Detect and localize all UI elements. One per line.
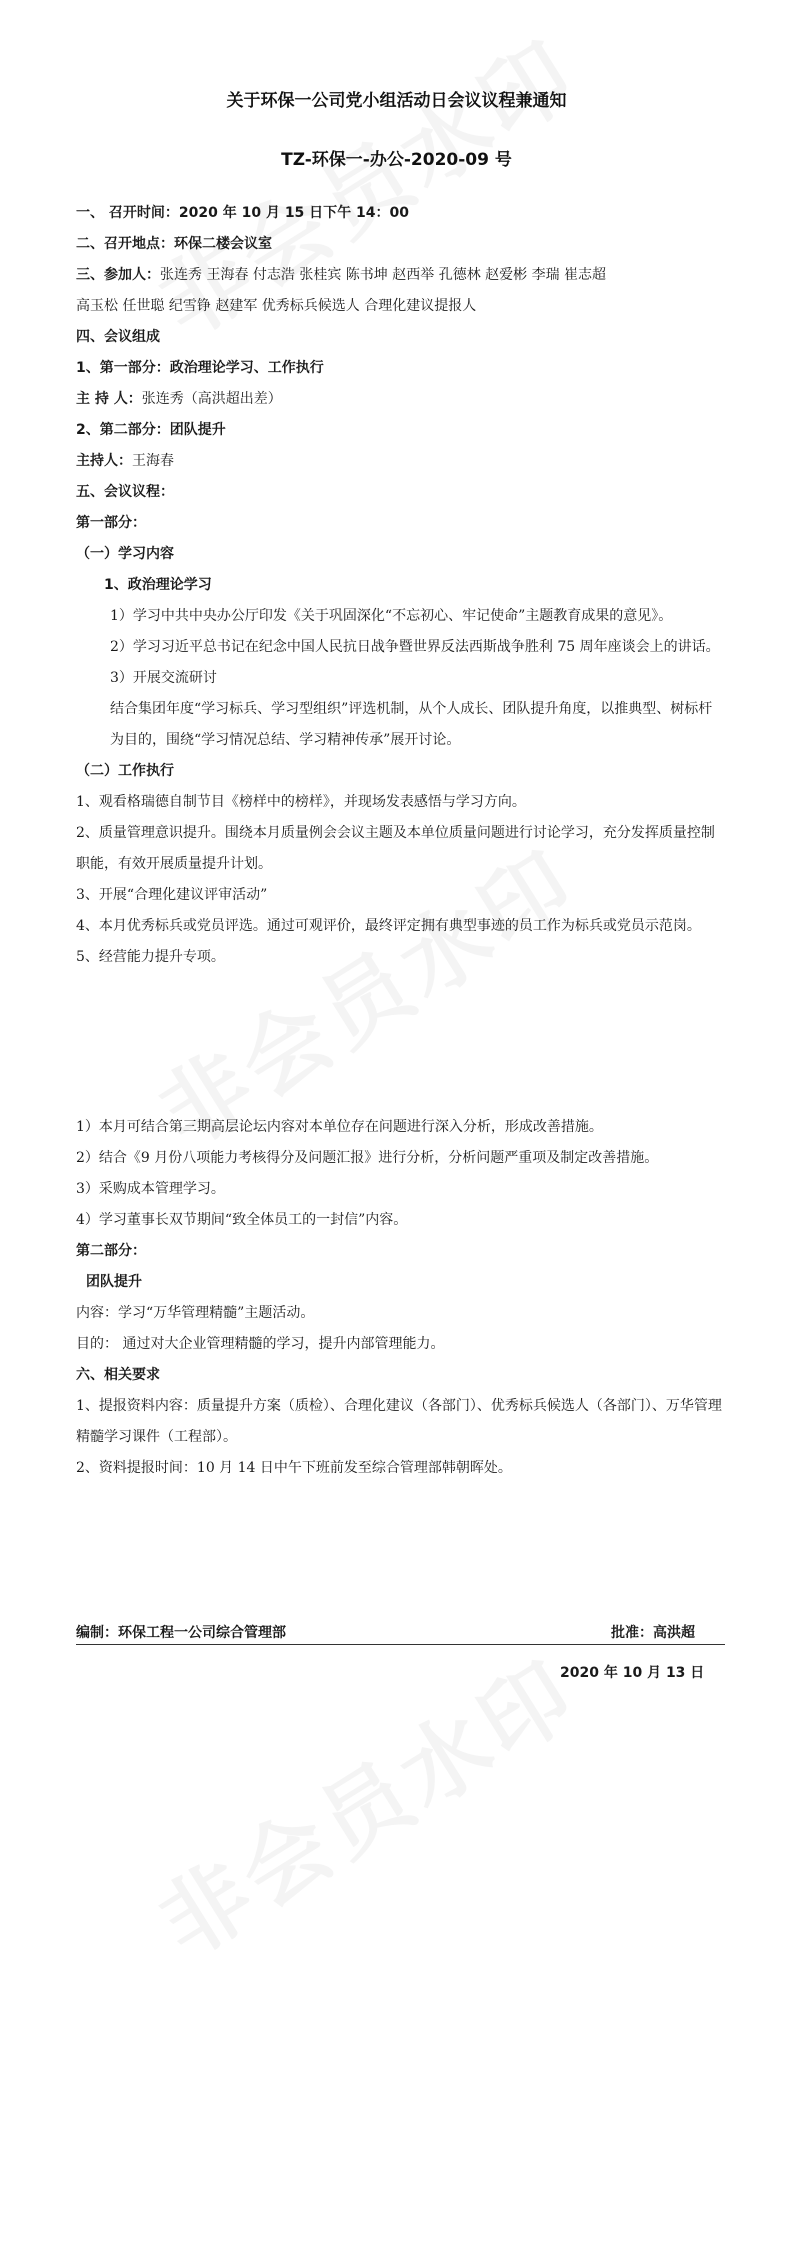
work-item: 4、本月优秀标兵或党员评选。通过可观评价，最终评定拥有典型事迹的员工作为标兵或党员示范岗。 (76, 918, 701, 934)
watermark (132, 1625, 597, 1981)
work-item: 1、观看格瑞德自制节目《榜样中的榜样》，并现场发表感悟与学习方向。 (76, 794, 526, 810)
attendees: 三、参加人：张连秀 王海春 付志浩 张桂宾 陈书坤 赵西举 孔德林 赵爱彬 李瑞 崔志超 (76, 267, 607, 283)
team-purpose: 目的： 通过对大企业管理精髓的学习，提升内部管理能力。 (76, 1336, 445, 1352)
team-content: 内容：学习“万华管理精髓”主题活动。 (76, 1305, 315, 1321)
study-item: 2）学习习近平总书记在纪念中国人民抗日战争暨世界反法西斯战争胜利 75 周年座谈会上的讲话。 (110, 639, 720, 655)
attendees-continued: 高玉松 任世聪 纪雪铮 赵建军 优秀标兵候选人 合理化建议提报人 (76, 298, 477, 314)
requirement-item: 1、提报资料内容：质量提升方案（质检）、合理化建议（各部门）、优秀标兵候选人（各部门）、万华管理精髓学习课件（工程部）。 (76, 1398, 722, 1445)
sub-item: 1）本月可结合第三期高层论坛内容对本单位存在问题进行深入分析，形成改善措施。 (76, 1119, 603, 1135)
document-title: 关于环保一公司党小组活动日会议议程兼通知 (226, 91, 567, 111)
agenda-part2-label: 第二部分： (76, 1243, 146, 1259)
political-study-heading: 1、政治理论学习 (104, 577, 212, 593)
requirement-item: 2、资料提报时间：10 月 14 日中午下班前发至综合管理部韩朝晖处。 (76, 1460, 512, 1476)
sub-item: 3）采购成本管理学习。 (76, 1181, 225, 1197)
work-heading: （二）工作执行 (76, 763, 174, 779)
meeting-place: 二、召开地点：环保二楼会议室 (76, 236, 272, 252)
signature-line (76, 1618, 725, 1645)
requirements-heading: 六、相关要求 (76, 1367, 160, 1383)
sub-item: 4）学习董事长双节期间“致全体员工的一封信”内容。 (76, 1212, 408, 1228)
part2-heading: 2、第二部分：团队提升 (76, 422, 226, 438)
sub-item: 2）结合《9 月份八项能力考核得分及问题汇报》进行分析，分析问题严重项及制定改善措施。 (76, 1150, 659, 1166)
host2: 主持人：王海春 (76, 453, 174, 469)
study-heading: （一）学习内容 (76, 546, 174, 562)
issue-date: 2020 年 10 月 13 日 (560, 1665, 705, 1681)
meeting-time: 一、 召开时间：2020 年 10 月 15 日下午 14：00 (76, 205, 410, 221)
part1-heading: 1、第一部分：政治理论学习、工作执行 (76, 360, 324, 376)
team-heading: 团队提升 (86, 1274, 142, 1290)
work-item: 3、开展“合理化建议评审活动” (76, 887, 268, 903)
work-item: 5、经营能力提升专项。 (76, 949, 225, 965)
editor-label: 编制：环保工程一公司综合管理部 (76, 1625, 286, 1641)
composition-heading: 四、会议组成 (76, 329, 160, 345)
study-item-description: 结合集团年度“学习标兵、学习型组织”评选机制，从个人成长、团队提升角度，以推典型、树标杆为目的，围绕“学习情况总结、学习精神传承”展开讨论。 (110, 701, 713, 748)
work-item: 2、质量管理意识提升。围绕本月质量例会会议主题及本单位质量问题进行讨论学习，充分发挥质量控制职能，有效开展质量提升计划。 (76, 825, 715, 872)
agenda-part1-label: 第一部分： (76, 515, 146, 531)
agenda-heading: 五、会议议程： (76, 484, 174, 500)
study-item: 3）开展交流研讨 (110, 670, 217, 686)
approver-label: 批准：高洪超 (611, 1625, 695, 1641)
document-body (76, 198, 726, 1484)
host1: 主 持 人：张连秀（高洪超出差） (76, 391, 282, 407)
study-item: 1）学习中共中央办公厅印发《关于巩固深化“不忘初心、牢记使命”主题教育成果的意见》。 (110, 608, 673, 624)
document-number: TZ-环保一-办公-2020-09 号 (281, 150, 512, 170)
